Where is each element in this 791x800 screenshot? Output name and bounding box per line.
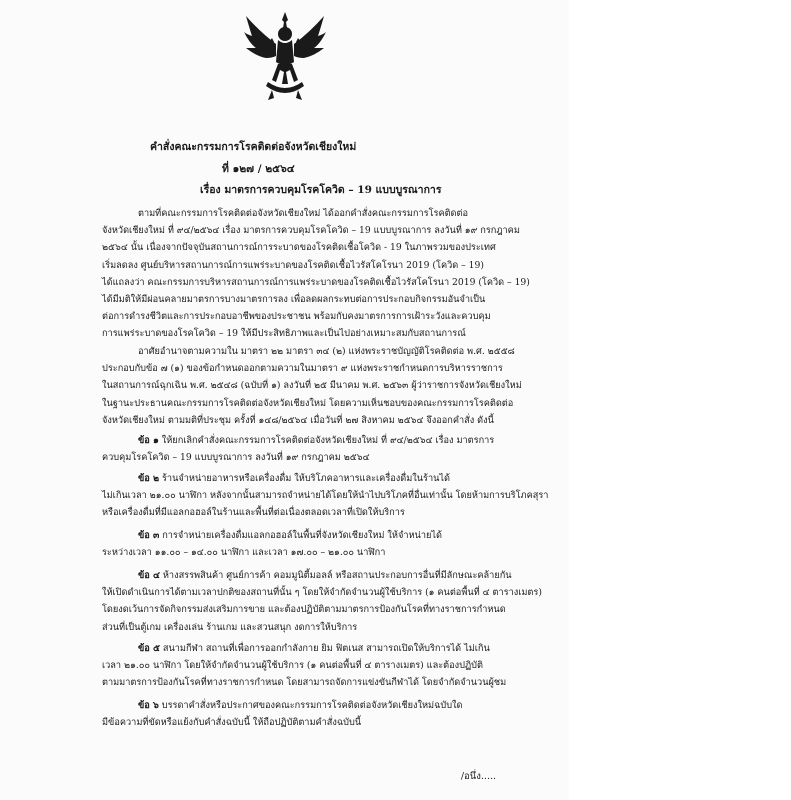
clause-number: ข้อ ๖ [138, 700, 159, 711]
text-line: ห้างสรรพสินค้า ศูนย์การค้า คอมมูนิตี้มอลล์ หรือสถานประกอบการอื่นที่มีลักษณะคล้ายกัน [159, 570, 512, 581]
text-line: มีข้อความที่ขัดหรือแย้งกับคำสั่งฉบับนี้ ให้ถือปฏิบัติตามคำสั่งฉบับนี้ [102, 717, 362, 729]
paragraph-preamble [102, 205, 530, 343]
clause-number: ข้อ ๑ [138, 435, 159, 446]
garuda-emblem [242, 10, 328, 102]
clause-5 [102, 640, 507, 692]
text-line: การจำหน่ายเครื่องดื่มแอลกอฮอล์ในพื้นที่จังหวัดเชียงใหม่ ให้จำหน่ายได้ [159, 530, 442, 541]
text-line: ระหว่างเวลา ๑๑.๐๐ – ๑๔.๐๐ นาฬิกา และเวลา ๑๗.๐๐ – ๒๑.๐๐ นาฬิกา [102, 547, 386, 559]
clause-2 [102, 470, 549, 522]
clause-number: ข้อ ๓ [138, 530, 160, 541]
order-subject: เรื่อง มาตรการควบคุมโรคโควิด – 19 แบบบูรณาการ [200, 184, 442, 196]
order-title: คำสั่งคณะกรรมการโรคติดต่อจังหวัดเชียงใหม่ [150, 141, 357, 153]
clause-1 [102, 432, 494, 466]
text-line: ๒๕๖๔ นั้น เนื่องจากปัจจุบันสถานการณ์การระบาดของโรคติดเชื้อโควิด - 19 ในภาพรวมของประเทศ [102, 242, 496, 254]
text-line: ประกอบกับข้อ ๗ (๑) ของข้อกำหนดออกตามความในมาตรา ๙ แห่งพระราชกำหนดการบริหารราชการ [102, 363, 503, 375]
text-line: ตามที่คณะกรรมการโรคติดต่อจังหวัดเชียงใหม่ ได้ออกคำสั่งคณะกรรมการโรคติดต่อ [138, 208, 469, 219]
text-line: เวลา ๒๑.๐๐ นาฬิกา โดยให้จำกัดจำนวนผู้ใช้บริการ (๑ คนต่อพื้นที่ ๔ ตารางเมตร) และต้องปฏิบัติ [102, 660, 483, 672]
text-line: ส่วนที่เป็นตู้เกม เครื่องเล่น ร้านเกม และสวนสนุก งดการให้บริการ [102, 621, 358, 633]
text-line: เริ่มลดลง ศูนย์บริหารสถานการณ์การแพร่ระบาดของโรคติดเชื้อไวรัสโคโรนา 2019 (โควิด – 19) [102, 259, 484, 271]
text-line: สนามกีฬา สถานที่เพื่อการออกกำลังกาย ยิม ฟิตเนส สามารถเปิดให้บริการได้ ไม่เกิน [159, 643, 490, 654]
paragraph-authority [102, 343, 522, 429]
text-line: ตามมาตรการป้องกันโรคที่ทางราชการกำหนด โดยสามารถจัดการแข่งขันกีฬาได้ โดยจำกัดจำนวนผู้ชม [102, 677, 507, 689]
page-continuation: /อนึ่ง..... [460, 771, 496, 782]
text-line: ได้แถลงว่า คณะกรรมการบริหารสถานการณ์การแพร่ระบาดของโรคติดเชื้อไวรัสโคโรนา 2019 (โควิด – 19) [102, 276, 530, 288]
text-line: ในฐานะประธานคณะกรรมการโรคติดต่อจังหวัดเชียงใหม่ โดยความเห็นชอบของคณะกรรมการโรคติดต่อ [102, 397, 514, 409]
clause-number: ข้อ ๔ [138, 570, 160, 581]
clause-number: ข้อ ๕ [138, 643, 160, 654]
text-line: การแพร่ระบาดของโรคโควิด – 19 ให้มีประสิทธิภาพและเป็นไปอย่างเหมาะสมกับสถานการณ์ [102, 328, 466, 340]
clause-4 [102, 567, 542, 636]
text-line: ไม่เกินเวลา ๒๑.๐๐ นาฬิกา หลังจากนั้นสามารถจำหน่ายได้โดยให้นำไปบริโภคที่อื่นเท่านั้น โดยห้ามการบริโภคสุรา [102, 490, 549, 502]
text-line: ได้มีมติให้มีผ่อนคลายมาตรการบางมาตรการลง เพื่อลดผลกระทบต่อการประกอบกิจกรรมอันจำเป็น [102, 294, 486, 306]
text-line: ในสถานการณ์ฉุกเฉิน พ.ศ. ๒๕๔๘ (ฉบับที่ ๑) ลงวันที่ ๒๕ มีนาคม พ.ศ. ๒๕๖๓ ผู้ว่าราชการจังหวัดเชียงใหม่ [102, 380, 522, 392]
text-line: ต่อการดำรงชีวิตและการประกอบอาชีพของประชาชน พร้อมกับคงมาตรการการเฝ้าระวังและควบคุม [102, 311, 491, 323]
text-line: ให้เปิดดำเนินการได้ตามเวลาปกติของสถานที่นั้น ๆ โดยให้จำกัดจำนวนผู้ใช้บริการ (๑ คนต่อพื้นที่ ๔ ตารางเมตร) [102, 587, 542, 599]
text-line: หรือเครื่องดื่มที่มีแอลกอฮอล์ในร้านและพื้นที่ต่อเนื่องตลอดเวลาที่เปิดให้บริการ [102, 507, 405, 519]
text-line: อาศัยอำนาจตามความใน มาตรา ๒๒ มาตรา ๓๔ (๒) แห่งพระราชบัญญัติโรคติดต่อ พ.ศ. ๒๕๕๘ [138, 346, 515, 357]
text-line: โดยงดเว้นการจัดกิจกรรมส่งเสริมการขาย และต้องปฏิบัติตามมาตรการป้องกันโรคที่ทางราชการกำหนด [102, 604, 506, 616]
text-line: ให้ยกเลิกคำสั่งคณะกรรมการโรคติดต่อจังหวัดเชียงใหม่ ที่ ๙๔/๒๕๖๔ เรื่อง มาตรการ [158, 435, 495, 446]
text-line: จังหวัดเชียงใหม่ ที่ ๙๔/๒๕๖๔ เรื่อง มาตรการควบคุมโรคโควิด – 19 แบบบูรณาการ ลงวันที่ ๑๙ กรกฎาคม [102, 225, 520, 237]
clause-number: ข้อ ๒ [138, 473, 160, 484]
text-line: บรรดาคำสั่งหรือประกาศของคณะกรรมการโรคติดต่อจังหวัดเชียงใหม่ฉบับใด [158, 700, 463, 711]
text-line: ควบคุมโรคโควิด – 19 แบบบูรณาการ ลงวันที่ ๑๙ กรกฎาคม ๒๕๖๔ [102, 452, 370, 464]
text-line: จังหวัดเชียงใหม่ ตามมติที่ประชุม ครั้งที่ ๑๔๘/๒๕๖๔ เมื่อวันที่ ๒๗ สิงหาคม ๒๕๖๔ จึงออกคำสั่ง ดังนี้ [102, 414, 494, 426]
clause-6 [102, 697, 494, 731]
text-line: ร้านจำหน่ายอาหารหรือเครื่องดื่ม ให้บริโภคอาหารและเครื่องดื่มในร้านได้ [159, 473, 451, 484]
clause-3 [102, 527, 494, 561]
order-number: ที่ ๑๒๗ / ๒๕๖๔ [222, 163, 295, 175]
